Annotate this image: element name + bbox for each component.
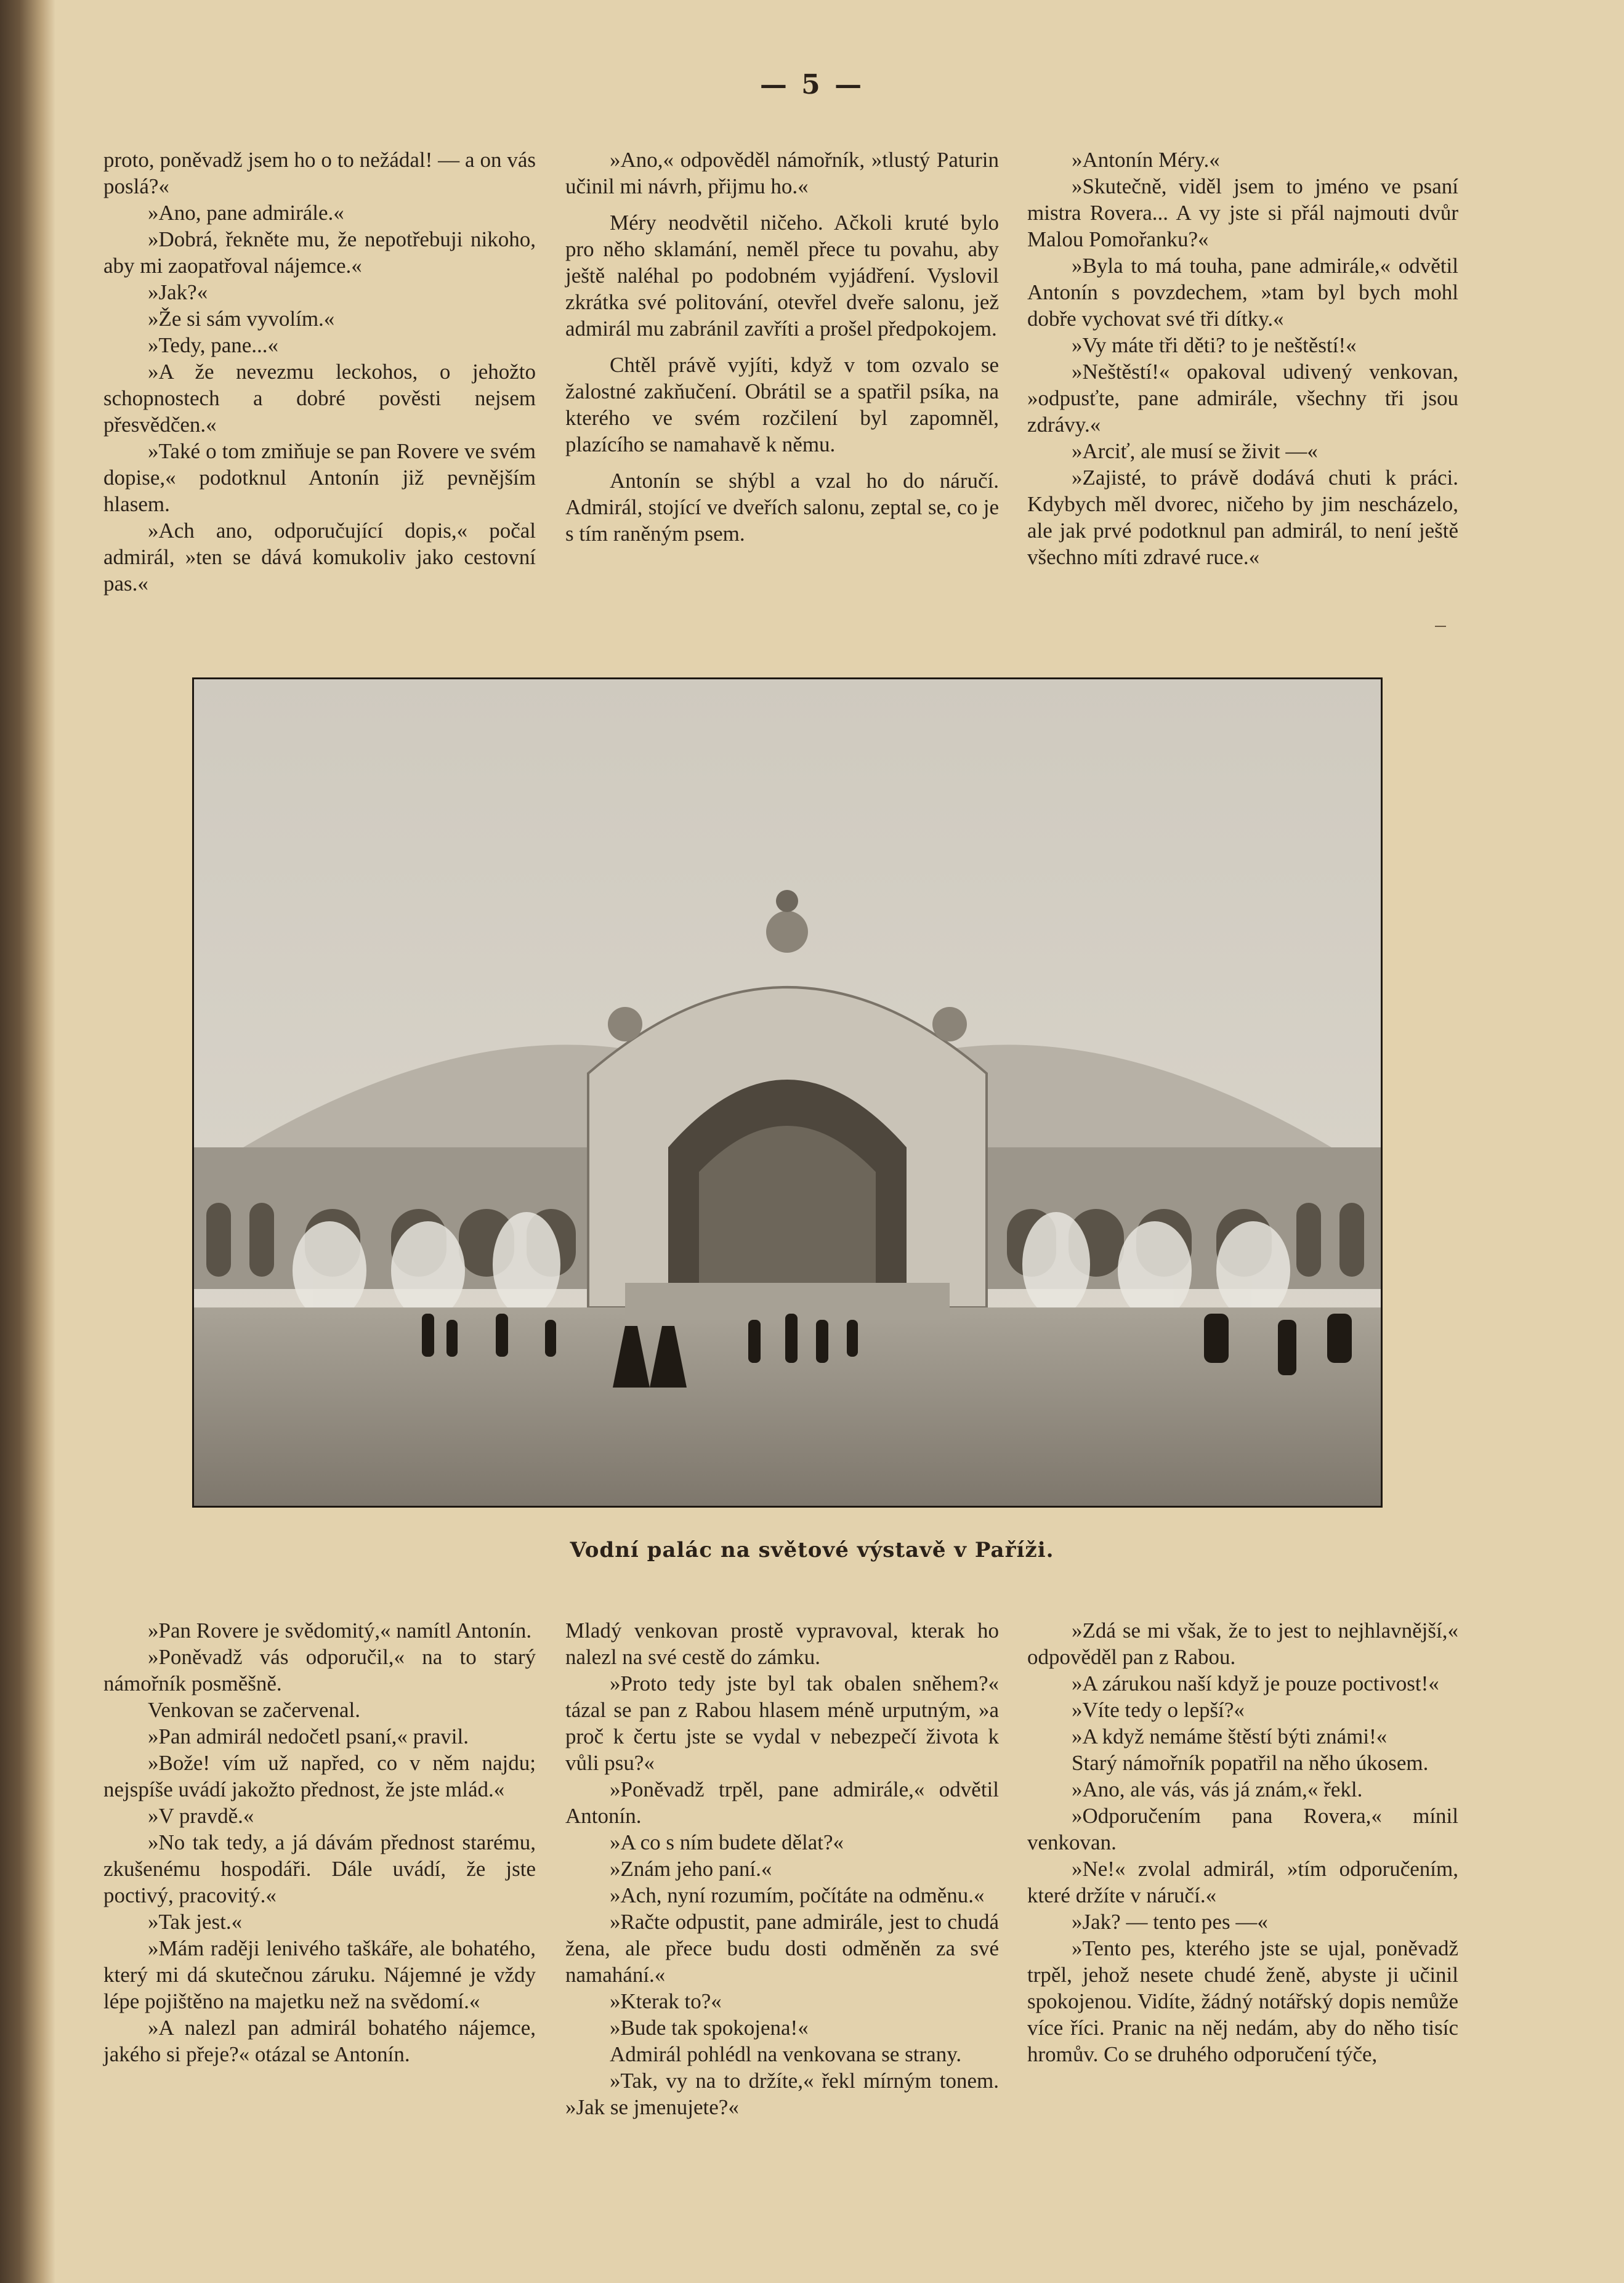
paragraph: »A zárukou naší když je pouze poctivost!« bbox=[1072, 1671, 1439, 1695]
paragraph: »A nalezl pan admirál bohatého nájemce, jakého si přeje?« otázal se Antonín. bbox=[103, 2016, 536, 2066]
divider-mark bbox=[1435, 626, 1446, 627]
paragraph: »Znám jeho paní.« bbox=[610, 1857, 772, 1881]
book-spine-shadow bbox=[0, 0, 55, 2283]
paragraph: »Víte tedy o lepší?« bbox=[1072, 1698, 1245, 1722]
paragraph: »Ach, nyní rozumím, počítáte na odměnu.« bbox=[610, 1883, 985, 1907]
paragraph: »Antonín Méry.« bbox=[1072, 148, 1220, 172]
top-column-3 bbox=[1027, 147, 1458, 570]
paragraph: »Proto tedy jste byl tak obalen sněhem?« tázal se pan z Rabou hlasem méně urputným, »a proč k čertu jste se vydal v nebezpečí života k vůli psu?« bbox=[565, 1671, 999, 1775]
paragraph: »Neštěstí!« opakoval udivený venkovan, »odpusťte, pane admirále, všechny tři jsou zdrávy.« bbox=[1027, 360, 1458, 437]
paragraph: Antonín se shýbl a vzal ho do náručí. Admirál, stojící ve dveřích salonu, zeptal se, co je s tím raněným psem. bbox=[565, 469, 999, 546]
paragraph: »No tak tedy, a já dávám přednost starému, zkušenému hospodáři. Dále uvádí, že jste poctivý, pracovitý.« bbox=[103, 1830, 536, 1907]
paragraph: Mladý venkovan prostě vypravoval, kterak ho nalezl na své cestě do zámku. bbox=[565, 1618, 999, 1669]
paragraph: »Jak? — tento pes —« bbox=[1072, 1910, 1268, 1934]
paragraph: »Tento pes, kterého jste se ujal, poněvadž trpěl, jehož nesete chudé ženě, abyste ji učinil spokojenou. Vidíte, žádný notářský dopis nemůže více říci. Pranic na něj nedám, aby do něho tisíc hromův. Co se druhého odporučení týče, bbox=[1027, 1936, 1458, 2066]
figure-caption: Vodní palác na světové výstavě v Paříži. bbox=[570, 1538, 1054, 1562]
paragraph: »Ne!« zvolal admirál, »tím odporučením, které držíte v náručí.« bbox=[1027, 1857, 1458, 1907]
paragraph: »A co s ním budete dělat?« bbox=[610, 1830, 844, 1854]
paragraph: Venkovan se začervenal. bbox=[148, 1698, 360, 1722]
paragraph: »Jak?« bbox=[148, 280, 208, 304]
paragraph: »Ano, pane admirále.« bbox=[148, 201, 344, 225]
paragraph: Méry neodvětil ničeho. Ačkoli kruté bylo pro něho sklamání, neměl přece tu povahu, aby ještě naléhal po podobném vyjádření. Vyslovil zkrátka své politování, otevřel dveře salonu, jež admirál mu zabránil zavříti a prošel předpokojem. bbox=[565, 211, 999, 341]
paragraph: »Odporučením pana Rovera,« mínil venkovan. bbox=[1027, 1804, 1458, 1854]
paragraph: »Také o tom zmiňuje se pan Rovere ve svém dopise,« podotknul Antonín již pevnějším hlasem. bbox=[103, 439, 536, 516]
paragraph: »Zajisté, to právě dodává chuti k práci. Kdybych měl dvorec, ničeho by jim nescházelo, ale jak prvé podotknul pan admirál, to není ještě všechno míti zdravé ruce.« bbox=[1027, 466, 1458, 569]
bottom-column-3 bbox=[1027, 1617, 1458, 2067]
paragraph: »Račte odpustit, pane admirále, jest to chudá žena, ale přece budu dosti odměněn za své namahání.« bbox=[565, 1910, 999, 1987]
paragraph: »Že si sám vyvolím.« bbox=[148, 307, 335, 331]
paragraph: »Bože! vím už napřed, co v něm najdu; nejspíše uvádí jakožto přednost, že jste mlád.« bbox=[103, 1751, 536, 1801]
paragraph: »Skutečně, viděl jsem to jméno ve psaní mistra Rovera... A vy jste si přál najmouti dvůr Malou Pomořanku?« bbox=[1027, 174, 1458, 251]
paragraph: »Mám raději lenivého taškáře, ale bohatého, který mi dá skutečnou záruku. Nájemné je vždy lépe pojištěno na majetku než na svědomí.« bbox=[103, 1936, 536, 2013]
paragraph: »Ano, ale vás, vás já znám,« řekl. bbox=[1072, 1777, 1363, 1801]
paragraph: »Pan admirál nedočetl psaní,« pravil. bbox=[148, 1724, 469, 1748]
paragraph: »Bude tak spokojena!« bbox=[610, 2016, 809, 2040]
paragraph: »Arciť, ale musí se živit —« bbox=[1072, 439, 1318, 463]
bottom-column-2 bbox=[565, 1617, 999, 2120]
paragraph: Starý námořník popatřil na něho úkosem. bbox=[1072, 1751, 1429, 1775]
top-column-2 bbox=[565, 147, 999, 547]
paragraph: »Poněvadž trpěl, pane admirále,« odvětil Antonín. bbox=[565, 1777, 999, 1828]
page-number: — 5 — bbox=[759, 69, 865, 100]
paragraph: »Tak jest.« bbox=[148, 1910, 243, 1934]
bottom-column-1 bbox=[103, 1617, 536, 2067]
paragraph: »Vy máte tři děti? to je neštěstí!« bbox=[1072, 333, 1357, 357]
paragraph: proto, poněvadž jsem ho o to nežádal! — a on vás poslá?« bbox=[103, 148, 536, 198]
paragraph: Chtěl právě vyjíti, když v tom ozvalo se žalostné zakňučení. Obrátil se a spatřil psíka, na kterého ve svém rozčilení byl zapomněl, plazícího se namahavě k němu. bbox=[565, 353, 999, 456]
paragraph: Admirál pohlédl na venkovana se strany. bbox=[610, 2042, 962, 2066]
paragraph: »Ano,« odpověděl námořník, »tlustý Paturin učinil mi návrh, přijmu ho.« bbox=[565, 148, 999, 198]
paragraph: »A že nevezmu leckohos, o jehožto schopnostech a dobré pověsti nejsem přesvědčen.« bbox=[103, 360, 536, 437]
paragraph: »Dobrá, řekněte mu, že nepotřebuji nikoho, aby mi zaopatřoval nájemce.« bbox=[103, 227, 536, 278]
paragraph: »Ach ano, odporučující dopis,« počal admirál, »ten se dává komukoliv jako cestovní pas.« bbox=[103, 519, 536, 596]
paragraph: »Tedy, pane...« bbox=[148, 333, 279, 357]
paragraph: »Tak, vy na to držíte,« řekl mírným tonem. »Jak se jmenujete?« bbox=[565, 2069, 999, 2119]
paragraph: »V pravdě.« bbox=[148, 1804, 254, 1828]
paragraph: »Poněvadž vás odporučil,« na to starý námořník posměšně. bbox=[103, 1645, 536, 1695]
top-column-1 bbox=[103, 147, 536, 597]
water-palace-photo bbox=[192, 677, 1383, 1508]
paragraph: »Pan Rovere je svědomitý,« namítl Antonín. bbox=[148, 1618, 532, 1643]
paragraph: »Kterak to?« bbox=[610, 1989, 722, 2013]
paragraph: »A když nemáme štěstí býti známi!« bbox=[1072, 1724, 1388, 1748]
paragraph: »Zdá se mi však, že to jest to nejhlavnější,« odpověděl pan z Rabou. bbox=[1027, 1618, 1458, 1669]
paragraph: »Byla to má touha, pane admirále,« odvětil Antonín s povzdechem, »tam byl bych mohl dobře vychovat své tři dítky.« bbox=[1027, 254, 1458, 331]
